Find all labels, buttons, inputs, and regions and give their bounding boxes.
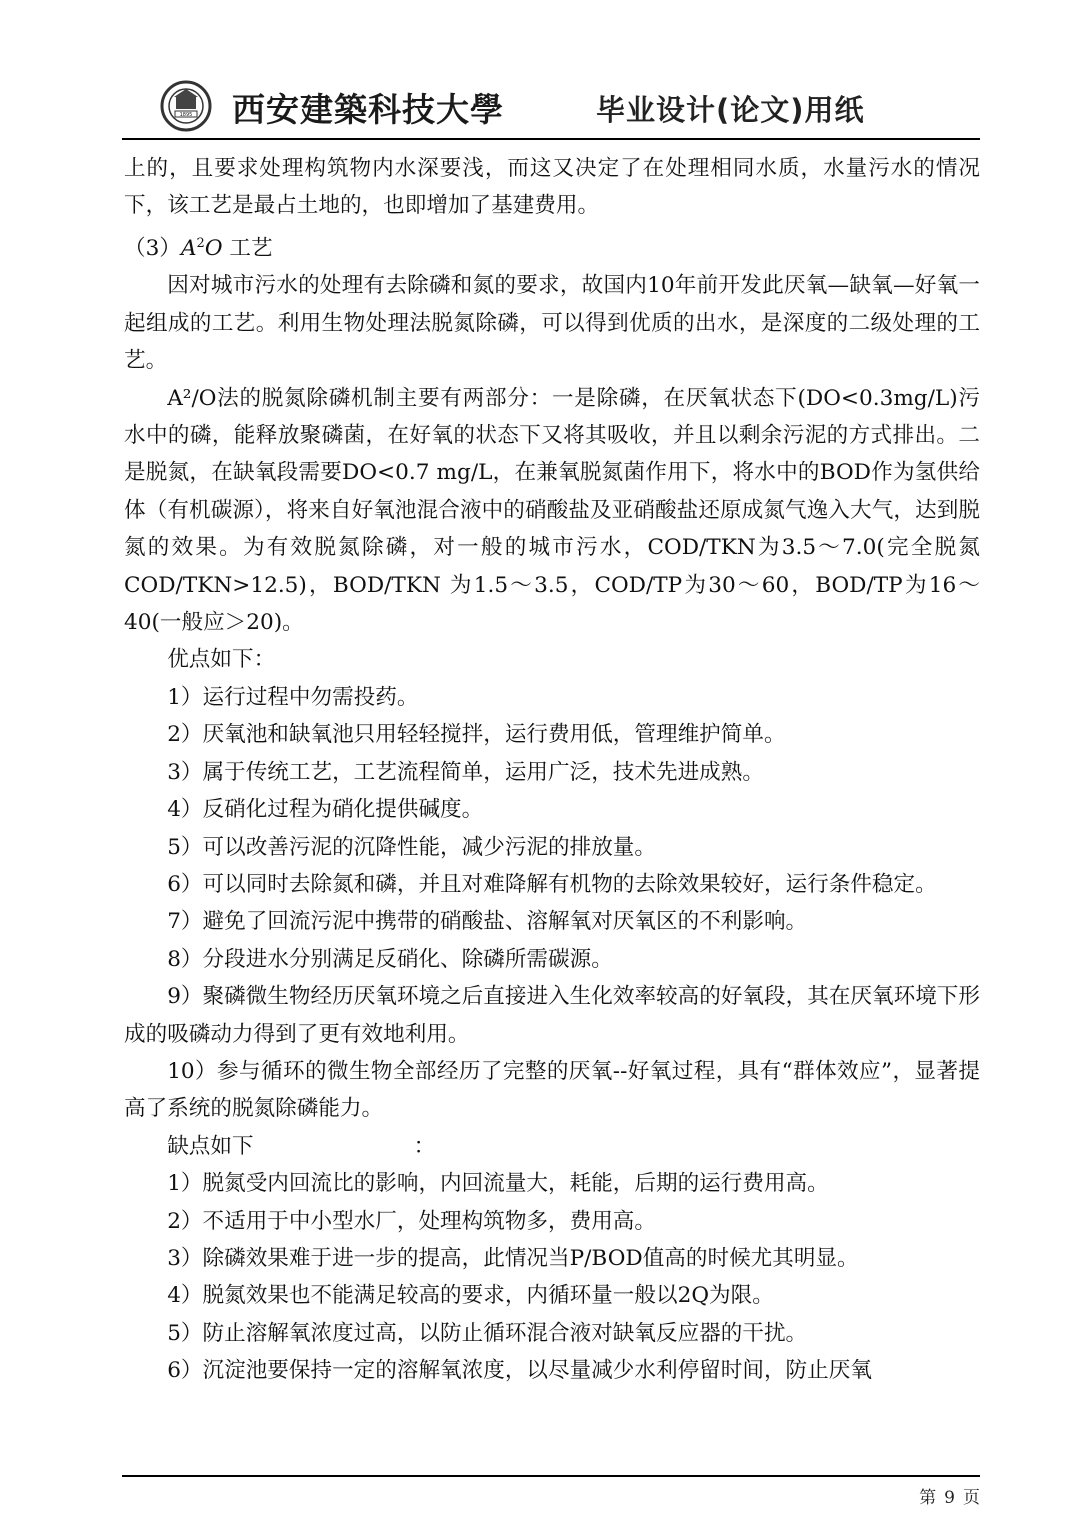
list-item: 1）脱氮受内回流比的影响，内回流量大，耗能，后期的运行费用高。 <box>167 1171 829 1197</box>
list-item: 4）脱氮效果也不能满足较高的要求，内循环量一般以2Q为限。 <box>167 1283 774 1309</box>
list-item: 2）厌氧池和缺氧池只用轻轻搅拌，运行费用低，管理维护简单。 <box>167 722 786 748</box>
disadvantages-colon: ： <box>413 1133 436 1159</box>
list-item: 6）沉淀池要保持一定的溶解氧浓度，以尽量减少水利停留时间，防止厌氧 <box>167 1358 872 1384</box>
list-item: 5）防止溶解氧浓度过高，以防止循环混合液对缺氧反应器的干扰。 <box>167 1320 808 1346</box>
list-item: 4）反硝化过程为硝化提供碱度。 <box>167 797 484 823</box>
university-seal-icon <box>160 80 212 132</box>
list-item: 9）聚磷微生物经历厌氧环境之后直接进入生化效率较高的好氧段，其在厌氧环境下形成的吸磷动力得到了更有效地利用。 <box>124 984 980 1047</box>
list-item: 3）属于传统工艺，工艺流程简单，运用广泛，技术先进成熟。 <box>167 759 764 785</box>
list-item: 6）可以同时去除氮和磷，并且对难降解有机物的去除效果较好，运行条件稳定。 <box>167 871 937 897</box>
page-number <box>919 1483 980 1508</box>
header-rule <box>122 138 980 140</box>
heading-superscript: 2 <box>196 235 205 251</box>
body-text <box>124 150 980 1390</box>
disadvantages-title <box>124 1128 980 1165</box>
seal-year: 1895 <box>179 112 193 118</box>
paragraph: 因对城市污水的处理有去除磷和氮的要求，故国内10年前开发此厌氧—缺氧—好氧一起组成的工艺。利用生物处理法脱氮除磷，可以得到优质的出水，是深度的二级处理的工艺。 <box>124 273 980 374</box>
footer-rule <box>122 1475 980 1477</box>
page-header <box>120 78 980 138</box>
heading-number: （3） <box>124 236 181 261</box>
advantages-title: 优点如下： <box>167 647 276 673</box>
university-name: 西安建築科技大學 <box>232 90 504 129</box>
page-suffix: 页 <box>963 1488 980 1508</box>
list-item: 8）分段进水分别满足反硝化、除磷所需碳源。 <box>167 946 613 972</box>
paragraph: A²/O法的脱氮除磷机制主要有两部分：一是除磷，在厌氧状态下(DO<0.3mg/L)污水中的磷，能释放聚磷菌，在好氧的状态下又将其吸收，并且以剩余污泥的方式排出。二是脱氮，在缺氧段需要DO<0.7 mg/L，在兼氧脱氮菌作用下，将水中的BOD作为氢供给体（有机碳源），将来自好氧池混合液中的硝酸盐及亚硝酸盐还原成氮气逸入大气，达到脱氮的效果。为有效脱氮除磷，对一般的城市污水，COD/TKN为3.5～7.0(完全脱氮COD/TKN>12.5)，BOD/TKN 为1.5～3.5，COD/TP为30～60，BOD/TP为16～40(一般应＞20)。 <box>124 385 980 636</box>
list-item: 3）除磷效果难于进一步的提高，此情况当P/BOD值高的时候尤其明显。 <box>167 1245 859 1271</box>
list-item: 7）避免了回流污泥中携带的硝酸盐、溶解氧对厌氧区的不利影响。 <box>167 909 808 935</box>
page-prefix: 第 <box>919 1488 937 1508</box>
list-item: 1）运行过程中勿需投药。 <box>167 684 419 710</box>
paragraph: 上的，且要求处理构筑物内水深要浅，而这又决定了在处理相同水质，水量污水的情况下，该工艺是最占土地的，也即增加了基建费用。 <box>124 156 980 219</box>
section-heading: $(3)A^2O$ 工艺 <box>124 235 273 261</box>
list-item: 10）参与循环的微生物全部经历了完整的厌氧--好氧过程，具有“群体效应”，显著提高了系统的脱氮除磷能力。 <box>124 1058 980 1122</box>
heading-text: 工艺 <box>229 236 273 261</box>
list-item: 5）可以改善污泥的沉降性能，减少污泥的排放量。 <box>167 834 656 860</box>
page-number-value: 9 <box>944 1488 955 1508</box>
disadvantages-label: 缺点如下 <box>167 1133 254 1159</box>
paper-label: 毕业设计(论文)用纸 <box>596 93 865 127</box>
list-item: 2）不适用于中小型水厂，处理构筑物多，费用高。 <box>167 1208 656 1234</box>
